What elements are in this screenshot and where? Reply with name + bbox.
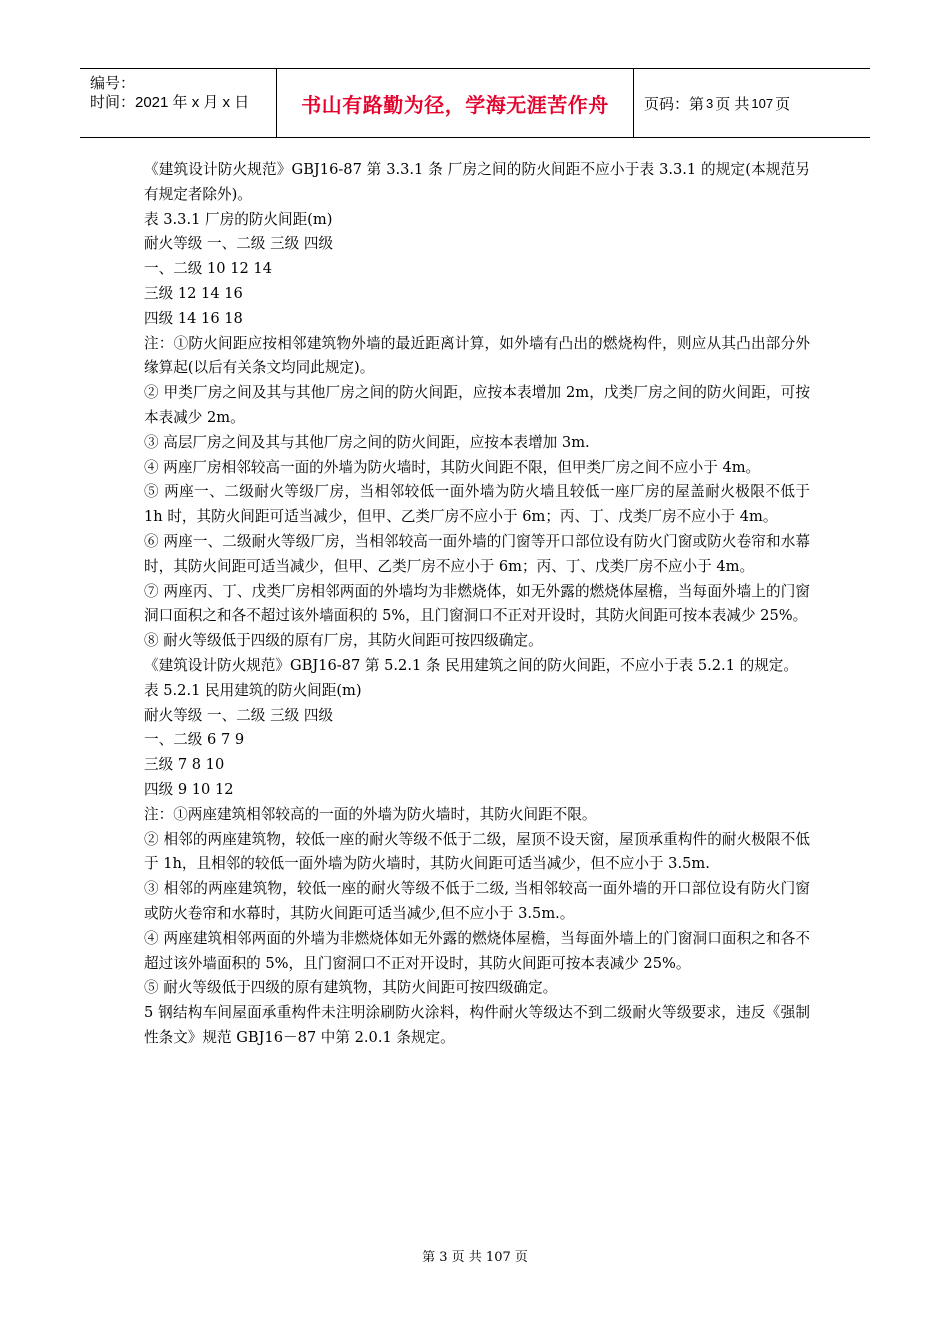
header-page-current: 3 <box>706 95 714 111</box>
body-paragraph: 表 5.2.1 民用建筑的防火间距(m) <box>144 681 362 699</box>
page-header <box>80 68 870 138</box>
header-date: 时间：2021 年 x 月 x 日 <box>90 94 250 111</box>
header-meta <box>80 69 277 137</box>
body-paragraph: 三级 12 14 16 <box>144 284 243 302</box>
body-paragraph: ⑤ 两座一、二级耐火等级厂房，当相邻较低一面外墙为防火墙且较低一座厂房的屋盖耐火极限不低于 1h 时，其防火间距可适当减少，但甲、乙类厂房不应小于 6m；丙、丁、戊类厂房不应小于 4m。 <box>144 483 810 526</box>
header-motto: 书山有路勤为径，学海无涯苦作舟 <box>277 69 634 137</box>
body-paragraph: 一、二级 10 12 14 <box>144 260 273 278</box>
body-paragraph: 耐火等级 一、二级 三级 四级 <box>144 235 334 253</box>
page-footer: 第 3 页 共 107 页 <box>422 1250 528 1265</box>
body-paragraph: 一、二级 6 7 9 <box>144 731 245 749</box>
header-page-info <box>634 69 870 137</box>
body-paragraph: ⑦ 两座丙、丁、戊类厂房相邻两面的外墙均为非燃烧体，如无外露的燃烧体屋檐，当每面外墙上的门窗洞口面积之和各不超过该外墙面积的 5%，且门窗洞口不正对开设时，其防火间距可按本表减少 25%。 <box>144 582 810 625</box>
body-paragraph: ④ 两座厂房相邻较高一面的外墙为防火墙时，其防火间距不限，但甲类厂房之间不应小于 4m。 <box>144 458 761 476</box>
body-paragraph: ④ 两座建筑相邻两面的外墙为非燃烧体如无外露的燃烧体屋檐，当每面外墙上的门窗洞口面积之和各不超过该外墙面积的 5%，且门窗洞口不正对开设时，其防火间距可按本表减少 25%。 <box>144 929 810 972</box>
body-paragraph: 四级 14 16 18 <box>144 309 243 327</box>
header-page-total: 107 <box>751 95 774 111</box>
body-paragraph: ② 甲类厂房之间及其与其他厂房之间的防火间距，应按本表增加 2m，戊类厂房之间的防火间距，可按本表减少 2m。 <box>144 384 810 426</box>
body-paragraph: ⑥ 两座一、二级耐火等级厂房，当相邻较高一面外墙的门窗等开口部位设有防火门窗或防火卷帘和水幕时，其防火间距可适当减少，但甲、乙类厂房不应小于 6m；丙、丁、戊类厂房不应小于 4m。 <box>144 532 810 575</box>
header-page-mid: 页 共 <box>715 95 750 113</box>
body-paragraph: ③ 相邻的两座建筑物，较低一座的耐火等级不低于二级, 当相邻较高一面外墙的开口部位设有防火门窗或防火卷帘和水幕时，其防火间距可适当减少,但不应小于 3.5m.。 <box>144 880 810 922</box>
body-paragraph: 5 钢结构车间屋面承重构件未注明涂刷防火涂料，构件耐火等级达不到二级耐火等级要求，违反《强制性条文》规范 GBJ16－87 中第 2.0.1 条规定。 <box>144 1004 810 1046</box>
body-paragraph: 注：①两座建筑相邻较高的一面的外墙为防火墙时，其防火间距不限。 <box>144 805 597 823</box>
body-paragraph: 表 3.3.1 厂房的防火间距(m) <box>144 210 333 228</box>
body-paragraph: 《建筑设计防火规范》GBJ16-87 第 5.2.1 条 民用建筑之间的防火间距，不应小于表 5.2.1 的规定。 <box>144 656 798 674</box>
body-paragraph: 耐火等级 一、二级 三级 四级 <box>144 706 334 724</box>
body-paragraph: ⑧ 耐火等级低于四级的原有厂房，其防火间距可按四级确定。 <box>144 632 543 650</box>
document-body <box>144 158 810 1051</box>
header-number-label: 编号： <box>90 75 136 92</box>
body-paragraph: ② 相邻的两座建筑物，较低一座的耐火等级不低于二级，屋顶不设天窗，屋顶承重构件的耐火极限不低于 1h，且相邻的较低一面外墙为防火墙时，其防火间距可适当减少，但不应小于 3.5m. <box>144 830 810 873</box>
header-page-prefix: 页码：第 <box>644 95 705 113</box>
header-page-suffix: 页 <box>775 95 791 113</box>
body-paragraph: ⑤ 耐火等级低于四级的原有建筑物，其防火间距可按四级确定。 <box>144 979 558 997</box>
body-paragraph: ③ 高层厂房之间及其与其他厂房之间的防火间距，应按本表增加 3m. <box>144 433 590 451</box>
body-paragraph: 三级 7 8 10 <box>144 756 225 774</box>
body-paragraph: 注：①防火间距应按相邻建筑物外墙的最近距离计算，如外墙有凸出的燃烧构件，则应从其凸出部分外缘算起(以后有关条文均同此规定)。 <box>144 334 810 377</box>
body-paragraph: 《建筑设计防火规范》GBJ16-87 第 3.3.1 条 厂房之间的防火间距不应小于表 3.3.1 的规定(本规范另有规定者除外)。 <box>144 161 810 203</box>
body-paragraph: 四级 9 10 12 <box>144 780 234 798</box>
